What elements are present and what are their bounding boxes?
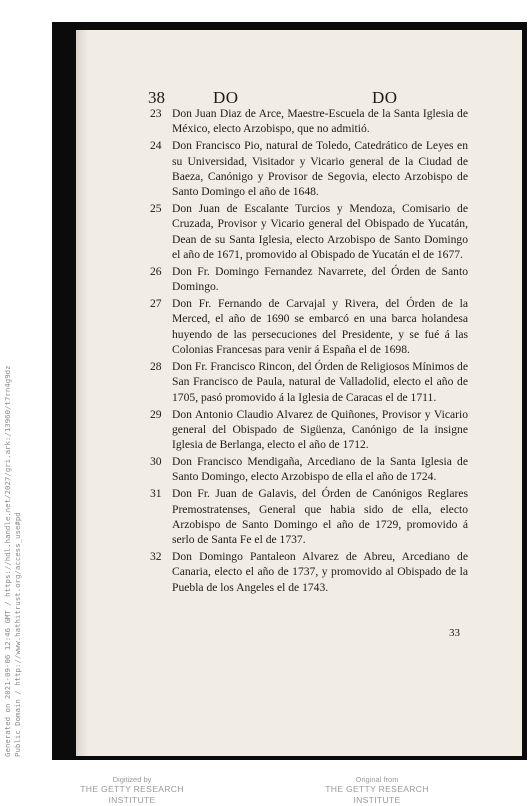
entry-text: Don Juan Diaz de Arce, Maestre-Escuela de la Santa Iglesia de México, electo Arzobispo, que no admitió. <box>172 107 468 136</box>
entry-number: 25 <box>150 202 162 216</box>
entry-text: Don Antonio Claudio Alvarez de Quiñones, Provisor y Vicario general del Obispado de Sigüenza, Canónigo de la insigne Iglesia de Berlanga, electo el año de 1712. <box>172 407 468 452</box>
catchword: 33 <box>449 627 460 639</box>
entry-number: 23 <box>150 107 162 120</box>
entry-32 <box>150 549 468 595</box>
page-number: 38 <box>148 88 165 107</box>
entry-text: Don Fr. Fernando de Carvajal y Rivera, del Órden de la Merced, el año de 1690 se embarcó en una barca holandesa huyendo de las persecuciones del Presidente, y se fué á las Colonias Francesas para venir á España el de 1698. <box>172 297 468 357</box>
side-stamp-line-1: Generated on 2021-09-06 12:46 GMT / https://hdl.handle.net/2027/gri.ark:/13960/t7rn4g9dz <box>3 365 12 757</box>
entry-text: Don Fr. Francisco Rincon, del Órden de Religiosos Mínimos de San Francisco de Paula, natural de Valladolid, electo el año de 1705, pasó promovido á la Iglesia de Caracas el de 1711. <box>172 359 468 404</box>
entry-24 <box>150 138 468 200</box>
entry-text: Don Francisco Mendigaña, Arcediano de la Santa Iglesia de Santo Domingo, electo Arzobispo de ella el año de 1724. <box>172 455 468 484</box>
page-gutter-shadow <box>76 30 88 756</box>
footer-digitized-by <box>62 775 202 806</box>
running-head-right: DO <box>372 88 398 107</box>
footer-original-from <box>302 775 452 806</box>
entry-number: 31 <box>150 487 162 501</box>
footer-left-institution: THE GETTY RESEARCH INSTITUTE <box>80 784 184 805</box>
footer-right-small: Original from <box>355 775 399 784</box>
entry-23 <box>150 106 468 137</box>
side-stamp-line-2: Public Domain / http://www.hathitrust.org/access_use#pd <box>13 512 22 757</box>
entry-number: 32 <box>150 550 162 564</box>
entry-text: Don Domingo Pantaleon Alvarez de Abreu, Arcediano de Canaria, electo el año de 1737, y promovido al Obispado de la Puebla de los Angeles el de 1743. <box>172 550 468 594</box>
entry-text: Don Fr. Juan de Galavis, del Órden de Canónigos Reglares Premostratenses, General que habia sido de ella, electo Arzobispo de Santo Domingo el año de 1729, promovido á serlo de Santa Fe el de 1737. <box>172 487 468 547</box>
entry-number: 29 <box>150 407 162 421</box>
entry-number: 30 <box>150 455 162 469</box>
running-head-left: DO <box>213 88 239 107</box>
entry-26 <box>150 264 468 295</box>
entry-29 <box>150 407 468 453</box>
entry-25 <box>150 201 468 263</box>
entry-31 <box>150 486 468 548</box>
entry-text: Don Juan de Escalante Turcios y Mendoza, Comisario de Cruzada, Provisor y Vicario general del Obispado de Yucatán, Dean de su Santa Iglesia, electo Arzobispo de Santo Domingo el año de 1671, promovido al Obispado de Yucatán el de 1677. <box>172 202 468 262</box>
entry-27 <box>150 296 468 358</box>
entry-number: 27 <box>150 297 162 311</box>
entry-text: Don Francisco Pio, natural de Toledo, Catedrático de Leyes en su Universidad, Visitador y Vicario general de la Ciudad de Baeza, Canónigo y Provisor de Segovia, electo Arzobispo de Santo Domingo el año de 1648. <box>172 139 468 199</box>
side-stamp <box>2 365 38 762</box>
footer-right-institution: THE GETTY RESEARCH INSTITUTE <box>325 784 429 805</box>
footer-left-small: Digitized by <box>112 775 152 784</box>
entry-30 <box>150 454 468 485</box>
entry-text: Don Fr. Domingo Fernandez Navarrete, del Órden de Santo Domingo. <box>172 264 468 294</box>
entry-number: 28 <box>150 359 162 373</box>
entry-list <box>150 106 468 597</box>
entry-number: 24 <box>150 139 162 153</box>
entry-number: 26 <box>150 264 162 278</box>
entry-28 <box>150 359 468 405</box>
